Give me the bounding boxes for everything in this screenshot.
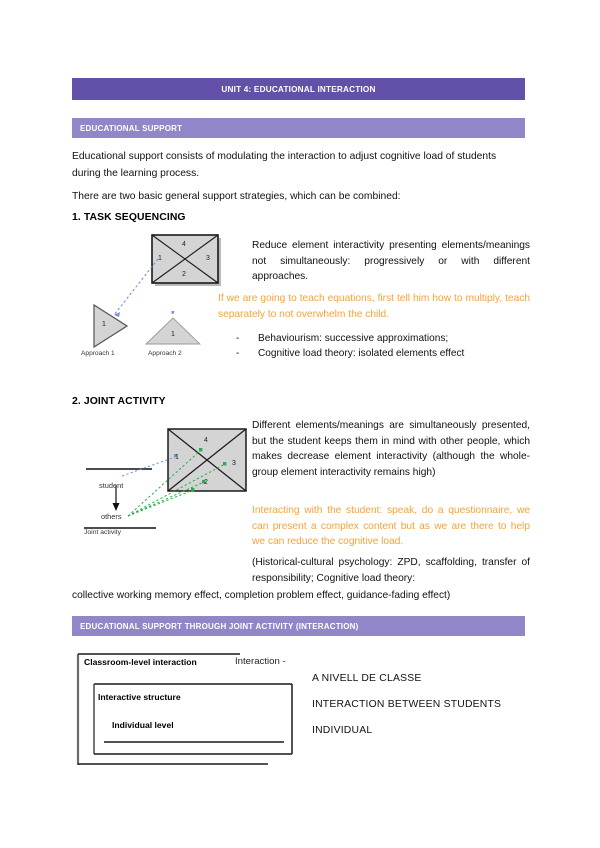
note-interaction-between-students: INTERACTION BETWEEN STUDENTS (312, 699, 502, 710)
joint-activity-label: Joint activity (84, 529, 122, 536)
bullet-text: Cognitive load theory: isolated elements effect (258, 348, 465, 359)
approach-2-label: Approach 2 (148, 350, 182, 357)
intro-paragraph-1: Educational support consists of modulating the interaction to adjust cognitive load of students during the learning process. (72, 151, 497, 179)
note-individual: INDIVIDUAL (312, 725, 373, 736)
section-2-highlight: Interacting with the student: speak, do a questionnaire, we can present a complex content but as we are there to help we can reduce the cognitive load. (252, 505, 530, 548)
section-1-heading: 1. TASK SEQUENCING (72, 212, 186, 223)
list-item (236, 346, 531, 361)
others-label: others (101, 512, 122, 521)
joint-rect-number-bottom: 2 (204, 479, 208, 486)
section-2-note-indented: (Historical-cultural psychology: ZPD, scaffolding, transfer of responsibility; Cognitive load theory: (252, 557, 530, 584)
student-label: student (99, 481, 124, 490)
educational-support-banner: EDUCATIONAL SUPPORT (72, 118, 525, 138)
triangle-2-number: 1 (171, 331, 175, 338)
task-sequencing-svg (72, 232, 222, 362)
interaction-label: Interaction - (235, 656, 286, 667)
rect-number-right: 3 (206, 255, 210, 262)
individual-level-label: Individual level (112, 720, 174, 730)
list-item (236, 331, 531, 346)
section-2-note-tail: collective working memory effect, completion problem effect, guidance-fading effect) (72, 590, 451, 601)
classroom-interaction-diagram (72, 650, 532, 770)
triangle-1-number: 1 (102, 321, 106, 328)
intro-paragraph-2: There are two basic general support strategies, which can be combined: (72, 191, 401, 202)
section-1-body: Reduce element interactivity presenting elements/meanings not simultaneously: progressively or with different approaches. (252, 240, 530, 283)
bullet-dash: - (236, 348, 240, 359)
classroom-level-label: Classroom-level interaction (84, 657, 197, 667)
joint-activity-diagram (80, 424, 255, 549)
joint-activity-banner: EDUCATIONAL SUPPORT THROUGH JOINT ACTIVITY (INTERACTION) (72, 616, 525, 636)
joint-rect-number-left: 1 (175, 454, 179, 461)
approach-1-label: Approach 1 (81, 350, 115, 357)
section-2-body: Different elements/meanings are simultaneously presented, but the student keeps them in mind with other people, which makes decrease element interactivity (although the whole-group element interactivity remains high) (252, 420, 530, 478)
bullet-dash: - (236, 333, 240, 344)
section-1-highlight: If we are going to teach equations, first tell him how to multiply, teach separately to not overwhelm the child. (218, 293, 530, 320)
classroom-boxes-svg (72, 650, 532, 770)
rect-number-top: 4 (182, 241, 186, 248)
rect-number-left: 1 (158, 255, 162, 262)
section-2-heading: 2. JOINT ACTIVITY (72, 396, 166, 407)
joint-rect-number-right: 3 (232, 460, 236, 467)
rect-number-bottom: 2 (182, 271, 186, 278)
joint-rect-number-top: 4 (204, 437, 208, 444)
note-a-nivell-de-classe: A NIVELL DE CLASSE (312, 673, 422, 684)
task-sequencing-diagram (72, 232, 222, 362)
unit-title-banner: UNIT 4: EDUCATIONAL INTERACTION (72, 78, 525, 100)
bullet-text: Behaviourism: successive approximations; (258, 333, 449, 344)
interactive-structure-label: Interactive structure (98, 692, 181, 702)
section-1-bullet-list (236, 331, 531, 361)
